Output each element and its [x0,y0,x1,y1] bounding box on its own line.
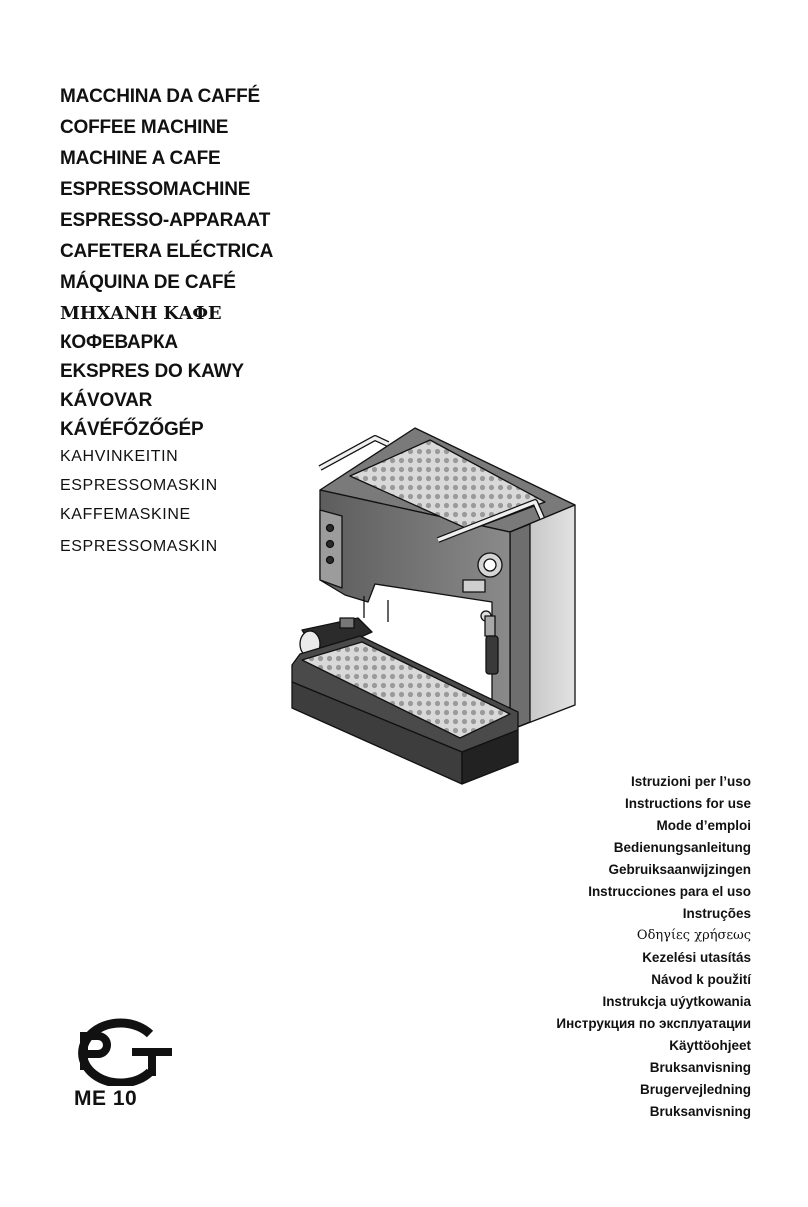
title-russian: КОФЕВАРКА [60,332,178,353]
instr-russian: Инструкция по эксплуатации [556,1016,751,1031]
instr-hungarian: Kezelési utasítás [642,950,751,965]
title-german: ESPRESSOMACHINE [60,179,251,200]
title-czech: KÁVOVAR [60,390,153,411]
instr-spanish: Instrucciones para el uso [588,884,751,899]
title-dutch: ESPRESSO-APPARAAT [60,210,271,231]
title-portuguese: MÁQUINA DE CAFÉ [60,272,236,293]
instr-greek: Οδηγίες χρήσεως [636,928,751,943]
instr-polish: Instrukcja uýytkowania [602,994,751,1009]
title-greek: ΜΗΧΑΝΗ ΚΑΦΕ [60,303,222,324]
title-italian: MACCHINA DA CAFFÉ [60,86,260,107]
title-norwegian: ESPRESSOMASKIN [60,538,218,555]
title-danish: KAFFEMASKINE [60,506,191,523]
title-finnish: KAHVINKEITIN [60,448,179,465]
instr-portuguese: Instruções [682,906,751,921]
title-french: MACHINE A CAFE [60,148,221,169]
instr-swedish: Bruksanvisning [649,1060,751,1075]
instr-english: Instructions for use [624,796,751,811]
instr-italian: Istruzioni per l’uso [630,774,751,789]
pct-certification-icon [58,1018,178,1086]
instr-dutch: Gebruiksaanwijzingen [608,862,751,877]
title-spanish: CAFETERA ELÉCTRICA [60,241,274,262]
title-hungarian: KÁVÉFŐZŐGÉP [60,419,204,440]
model-number: ME 10 [74,1087,138,1110]
instr-german: Bedienungsanleitung [613,840,751,855]
title-swedish: ESPRESSOMASKIN [60,477,218,494]
instr-czech: Návod k použití [651,972,751,987]
instr-finnish: Käyttöohjeet [669,1038,751,1053]
instr-french: Mode d’emploi [656,818,751,833]
instr-norwegian: Bruksanvisning [649,1104,751,1119]
espresso-machine-drawing [280,420,590,790]
instruction-languages [556,771,751,1123]
title-list [60,86,273,558]
instr-danish: Brugervejledning [639,1082,751,1097]
title-polish: EKSPRES DO KAWY [60,361,244,382]
title-english: COFFEE MACHINE [60,117,229,138]
